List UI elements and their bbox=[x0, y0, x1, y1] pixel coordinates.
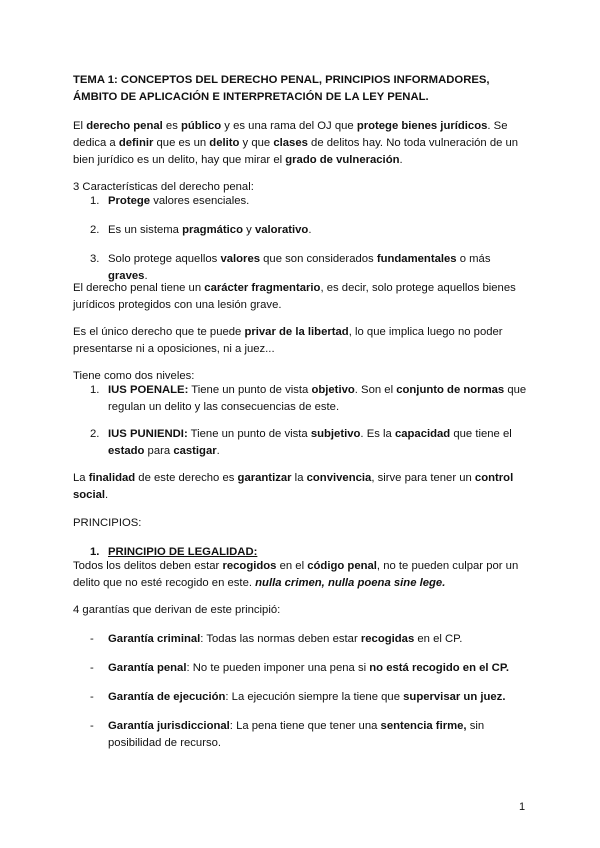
guarantees-intro: 4 garantías que derivan de este principió: bbox=[73, 604, 281, 616]
list-item: Garantía criminal: Todas las normas deben estar recogidas en el CP. bbox=[108, 633, 463, 645]
list-item: Garantía jurisdiccional: La pena tiene que tener una sentencia firme, sin posibilidad de recurso. bbox=[108, 720, 485, 749]
list-item: Garantía penal: No te pueden imponer una pena si no está recogido en el CP. bbox=[108, 662, 510, 674]
title-line-1: TEMA 1: CONCEPTOS DEL DERECHO PENAL, PRINCIPIOS INFORMADORES, bbox=[73, 74, 490, 86]
title-line-2: ÁMBITO DE APLICACIÓN E INTERPRETACIÓN DE LA LEY PENAL. bbox=[73, 91, 429, 103]
list-item: IUS POENALE: Tiene un punto de vista objetivo. Son el conjunto de normas que regulan un delito y las consecuencias de este. bbox=[108, 384, 527, 413]
fragmentary-paragraph: El derecho penal tiene un carácter fragmentario, es decir, solo protege aquellos bienes jurídicos protegidos con una lesión grave. bbox=[73, 282, 516, 311]
list-dash: - bbox=[90, 633, 94, 645]
list-number: 1. bbox=[90, 195, 100, 207]
intro-line-1: El derecho penal es público y es una rama del OJ que protege bienes jurídicos. Se bbox=[73, 120, 508, 132]
list-dash: - bbox=[90, 691, 94, 703]
list-item: Es un sistema pragmático y valorativo. bbox=[108, 224, 312, 236]
principles-heading: PRINCIPIOS: bbox=[73, 517, 142, 529]
list-dash: - bbox=[90, 720, 94, 732]
characteristics-intro: 3 Características del derecho penal: bbox=[73, 181, 254, 193]
list-item: Protege valores esenciales. bbox=[108, 195, 250, 207]
list-number: 3. bbox=[90, 253, 100, 265]
list-item: Garantía de ejecución: La ejecución siempre la tiene que supervisar un juez. bbox=[108, 691, 506, 703]
principle-number: 1. bbox=[90, 546, 100, 558]
intro-line-3: bien jurídico es un delito, hay que mirar el grado de vulneración. bbox=[73, 154, 403, 166]
list-item: IUS PUNIENDI: Tiene un punto de vista subjetivo. Es la capacidad que tiene el estado para castigar. bbox=[108, 428, 512, 457]
purpose-paragraph: La finalidad de este derecho es garantizar la convivencia, sirve para tener un control social. bbox=[73, 472, 514, 501]
levels-intro: Tiene como dos niveles: bbox=[73, 370, 195, 382]
intro-paragraph bbox=[73, 118, 533, 169]
list-dash: - bbox=[90, 662, 94, 674]
list-number: 2. bbox=[90, 224, 100, 236]
list-item: Solo protege aquellos valores que son considerados fundamentales o más graves. bbox=[108, 253, 491, 282]
principle-title: PRINCIPIO DE LEGALIDAD: bbox=[108, 546, 258, 558]
legality-paragraph: Todos los delitos deben estar recogidos en el código penal, no te pueden culpar por un delito que no esté recogido en este. nulla crimen, nulla poena sine lege. bbox=[73, 560, 519, 589]
page-number: 1 bbox=[519, 801, 526, 813]
liberty-paragraph: Es el único derecho que te puede privar de la libertad, lo que implica luego no poder presentarse ni a oposiciones, ni a juez... bbox=[73, 326, 503, 355]
intro-line-2: dedica a definir que es un delito y que clases de delitos hay. No toda vulneración de un bbox=[73, 137, 519, 149]
document-title bbox=[73, 72, 533, 106]
list-number: 2. bbox=[90, 428, 100, 440]
list-number: 1. bbox=[90, 384, 100, 396]
